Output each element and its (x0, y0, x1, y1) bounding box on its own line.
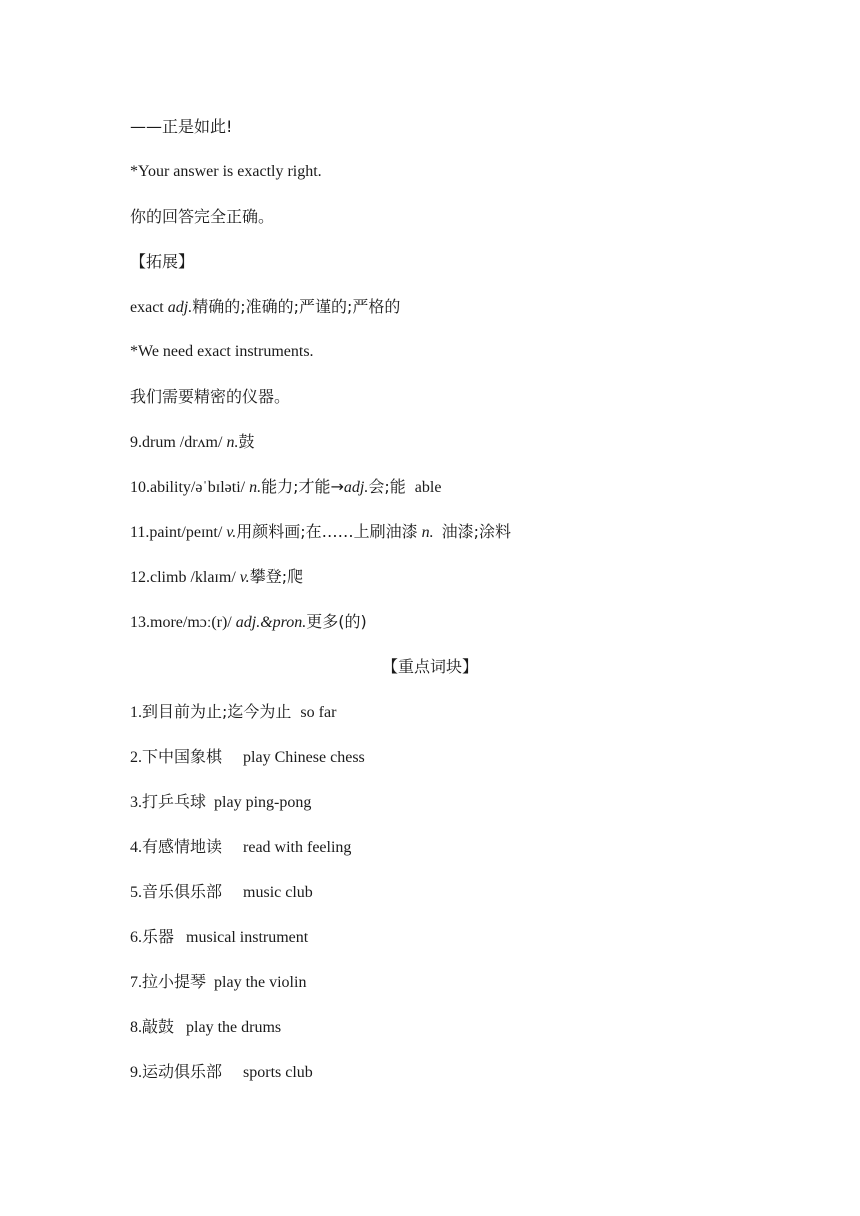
text-line-exactly-so: ——正是如此! (130, 117, 233, 136)
phrase-item (130, 881, 313, 904)
entry-pos: n. (226, 434, 239, 451)
phrase-item (130, 971, 306, 994)
phrase-number: 9. (130, 1064, 142, 1081)
phrase-chinese: 有感情地读 (142, 837, 223, 856)
phrase-item (130, 701, 336, 724)
phrase-item (130, 1061, 313, 1084)
expansion-heading: 【拓展】 (130, 252, 195, 271)
entry-pos-2: n. (421, 524, 434, 541)
phrase-chinese: 到目前为止;迄今为止 (142, 702, 292, 721)
entry-word: 11.paint/peɪnt/ (130, 524, 227, 541)
phrase-chinese: 乐器 (142, 927, 175, 946)
phrase-number: 5. (130, 884, 142, 901)
example-sentence-cn: 你的回答完全正确。 (130, 207, 275, 226)
phrase-chinese: 运动俱乐部 (142, 1062, 223, 1081)
phrase-chinese: 打乒乓球 (142, 792, 207, 811)
entry-pos: v. (226, 524, 237, 541)
entry-pos: adj.&pron. (235, 614, 307, 631)
phrase-number: 7. (130, 974, 142, 991)
entry-definition-2: 油漆;涂料 (441, 522, 512, 541)
vocab-entry-ability (130, 476, 441, 499)
phrase-item (130, 836, 351, 859)
entry-definition: 鼓 (238, 432, 255, 451)
entry-pos: n. (249, 479, 262, 496)
entry-pos-2: adj. (343, 479, 369, 496)
entry-definition: 能力;才能→ (261, 477, 344, 496)
example-sentence-en: *Your answer is exactly right. (130, 163, 322, 180)
phrase-english: play ping-pong (214, 794, 312, 811)
example-sentence-en-2: *We need exact instruments. (130, 343, 314, 360)
phrase-number: 2. (130, 749, 142, 766)
entry-word: 9.drum /drʌm/ (130, 434, 227, 451)
vocab-entry-more (130, 611, 367, 634)
entry-word: 12.climb /klaɪm/ (130, 569, 240, 586)
phrase-english: music club (243, 884, 313, 901)
entry-pos: adj. (167, 299, 193, 316)
entry-word: exact (130, 299, 168, 316)
entry-pos: v. (239, 569, 250, 586)
phrase-chinese: 拉小提琴 (142, 972, 207, 991)
entry-definition: 更多(的) (306, 612, 367, 631)
phrase-english: musical instrument (186, 929, 309, 946)
entry-definition: 用颜料画;在……上刷油漆 (236, 522, 418, 541)
phrase-number: 4. (130, 839, 142, 856)
phrase-english: play the violin (214, 974, 307, 991)
phrase-item (130, 926, 308, 949)
phrase-chinese: 下中国象棋 (142, 747, 223, 766)
vocab-entry-paint (130, 521, 511, 544)
phrase-chinese: 音乐俱乐部 (142, 882, 223, 901)
vocab-entry-drum (130, 431, 254, 454)
phrase-english: sports club (243, 1064, 313, 1081)
phrase-english: so far (300, 704, 337, 721)
entry-definition-2: 会;能 (368, 477, 406, 496)
phrase-chinese: 敲鼓 (142, 1017, 175, 1036)
phrase-number: 1. (130, 704, 142, 721)
entry-word-2: able (414, 479, 442, 496)
section-heading-key-phrases: 【重点词块】 (381, 657, 478, 676)
entry-definition: 精确的;准确的;严谨的;严格的 (192, 297, 401, 316)
vocab-entry-climb (130, 566, 303, 589)
phrase-item (130, 1016, 281, 1039)
phrase-english: play Chinese chess (243, 749, 365, 766)
vocab-entry-exact (130, 296, 400, 319)
phrase-number: 3. (130, 794, 142, 811)
entry-word: 10.ability/əˈbɪləti/ (130, 479, 250, 496)
phrase-number: 8. (130, 1019, 142, 1036)
entry-definition: 攀登;爬 (249, 567, 304, 586)
entry-word: 13.more/mɔː(r)/ (130, 614, 236, 631)
phrase-english: play the drums (186, 1019, 282, 1036)
phrase-item (130, 746, 365, 769)
phrase-english: read with feeling (243, 839, 352, 856)
example-sentence-cn-2: 我们需要精密的仪器。 (130, 387, 291, 406)
phrase-number: 6. (130, 929, 142, 946)
phrase-item (130, 791, 311, 814)
